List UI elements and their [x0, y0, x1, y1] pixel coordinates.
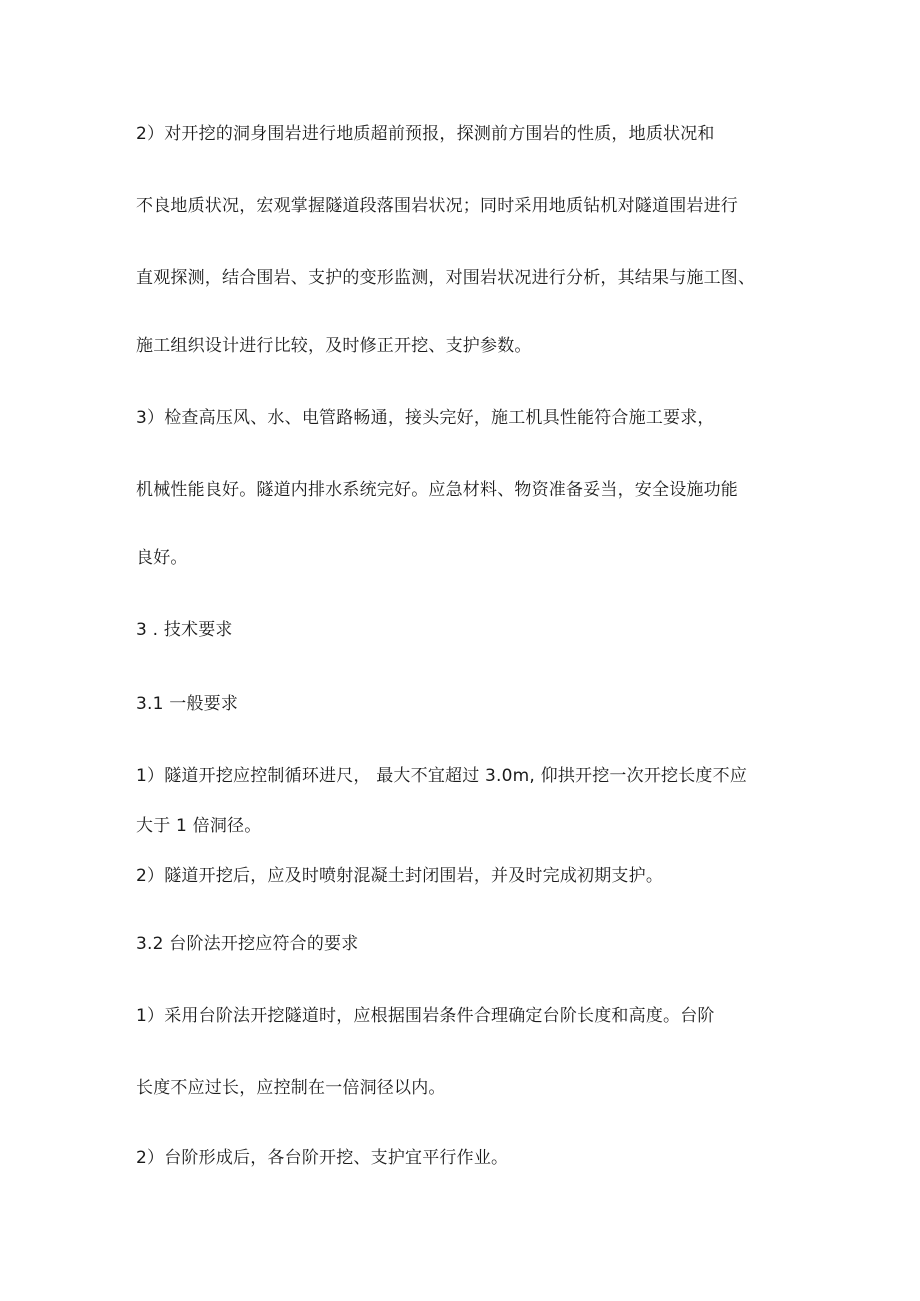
subsection-heading: 3.2 台阶法开挖应符合的要求	[136, 934, 359, 954]
paragraph-line: 良好。	[136, 548, 188, 568]
paragraph-line: 1）采用台阶法开挖隧道时，应根据围岩条件合理确定台阶长度和高度。台阶	[136, 1006, 715, 1026]
paragraph-line: 大于 1 倍洞径。	[136, 816, 262, 836]
paragraph-line: 1）隧道开挖应控制循环进尺， 最大不宜超过 3.0m, 仰拱开挖一次开挖长度不应	[136, 766, 748, 786]
section-heading: 3 . 技术要求	[136, 620, 233, 640]
paragraph-line: 2）隧道开挖后，应及时喷射混凝土封闭围岩，并及时完成初期支护。	[136, 866, 664, 886]
paragraph-line: 施工组织设计进行比较，及时修正开挖、支护参数。	[136, 336, 532, 356]
paragraph-line: 直观探测，结合围岩、支护的变形监测，对围岩状况进行分析，其结果与施工图、	[136, 268, 756, 288]
subsection-heading: 3.1 一般要求	[136, 694, 239, 714]
paragraph-line: 不良地质状况，宏观掌握隧道段落围岩状况；同时采用地质钻机对隧道围岩进行	[136, 196, 738, 216]
paragraph-line: 长度不应过长，应控制在一倍洞径以内。	[136, 1078, 446, 1098]
paragraph-line: 2）台阶形成后，各台阶开挖、支护宜平行作业。	[136, 1148, 509, 1168]
paragraph-line: 3）检查高压风、水、电管路畅通，接头完好，施工机具性能符合施工要求，	[136, 408, 715, 428]
paragraph-line: 2）对开挖的洞身围岩进行地质超前预报，探测前方围岩的性质，地质状况和	[136, 124, 715, 144]
paragraph-line: 机械性能良好。隧道内排水系统完好。应急材料、物资准备妥当，安全设施功能	[136, 480, 738, 500]
